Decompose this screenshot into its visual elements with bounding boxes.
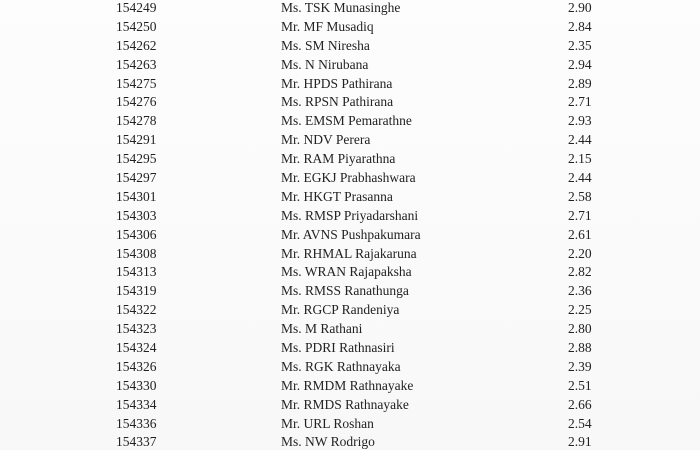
list-item <box>0 188 700 207</box>
list-item <box>0 56 700 75</box>
student-name: Mr. RAM Piyarathna <box>281 151 396 167</box>
student-id: 154324 <box>116 340 157 356</box>
student-id: 154306 <box>116 226 157 242</box>
list-item <box>0 377 700 396</box>
student-id: 154319 <box>116 283 157 299</box>
student-gpa: 2.94 <box>568 56 592 72</box>
list-item <box>0 131 700 150</box>
student-id: 154308 <box>116 245 157 261</box>
student-id: 154336 <box>116 415 157 431</box>
student-gpa: 2.91 <box>568 434 592 450</box>
student-gpa: 2.54 <box>568 415 592 431</box>
student-name: Mr. HPDS Pathirana <box>281 75 393 91</box>
student-name: Ms. NW Rodrigo <box>281 434 375 450</box>
list-item <box>0 207 700 226</box>
student-gpa: 2.82 <box>568 264 592 280</box>
student-name: Ms. RGK Rathnayaka <box>281 358 401 374</box>
student-gpa: 2.36 <box>568 283 592 299</box>
student-name: Mr. URL Roshan <box>281 415 374 431</box>
student-id: 154278 <box>116 113 157 129</box>
student-name: Mr. MF Musadiq <box>281 18 374 34</box>
student-id: 154323 <box>116 321 157 337</box>
student-id: 154337 <box>116 434 157 450</box>
student-name: Ms. EMSM Pemarathne <box>281 113 412 129</box>
list-item <box>0 169 700 188</box>
list-item <box>0 320 700 339</box>
student-gpa: 2.66 <box>568 396 592 412</box>
student-gpa: 2.61 <box>568 226 592 242</box>
student-name: Ms. PDRI Rathnasiri <box>281 340 395 356</box>
student-gpa: 2.90 <box>568 0 592 15</box>
student-gpa: 2.93 <box>568 113 592 129</box>
student-name: Mr. HKGT Prasanna <box>281 188 393 204</box>
student-id: 154326 <box>116 358 157 374</box>
list-item <box>0 0 700 18</box>
student-gpa: 2.71 <box>568 207 592 223</box>
student-name: Mr. NDV Perera <box>281 132 371 148</box>
list-item <box>0 301 700 320</box>
student-name: Ms. WRAN Rajapaksha <box>281 264 412 280</box>
student-gpa: 2.25 <box>568 302 592 318</box>
student-id: 154249 <box>116 0 157 15</box>
student-id: 154301 <box>116 188 157 204</box>
list-item <box>0 415 700 434</box>
list-item <box>0 433 700 450</box>
student-name: Mr. AVNS Pushpakumara <box>281 226 421 242</box>
student-gpa: 2.35 <box>568 37 592 53</box>
student-id: 154322 <box>116 302 157 318</box>
list-item <box>0 282 700 301</box>
student-name: Mr. RGCP Randeniya <box>281 302 400 318</box>
student-gpa: 2.20 <box>568 245 592 261</box>
student-id: 154330 <box>116 377 157 393</box>
student-id: 154250 <box>116 18 157 34</box>
student-name: Ms. M Rathani <box>281 321 363 337</box>
student-id: 154295 <box>116 151 157 167</box>
student-gpa: 2.71 <box>568 94 592 110</box>
list-item <box>0 112 700 131</box>
student-name: Mr. RHMAL Rajakaruna <box>281 245 417 261</box>
student-gpa: 2.51 <box>568 377 592 393</box>
student-name: Ms. SM Niresha <box>281 37 370 53</box>
list-item <box>0 37 700 56</box>
student-gpa: 2.44 <box>568 170 592 186</box>
student-id: 154291 <box>116 132 157 148</box>
student-id: 154303 <box>116 207 157 223</box>
student-gpa: 2.44 <box>568 132 592 148</box>
student-name: Mr. RMDS Rathnayake <box>281 396 409 412</box>
student-name: Ms. TSK Munasinghe <box>281 0 401 15</box>
student-id: 154275 <box>116 75 157 91</box>
student-id: 154334 <box>116 396 157 412</box>
list-item <box>0 339 700 358</box>
student-gpa: 2.88 <box>568 340 592 356</box>
student-name: Ms. N Nirubana <box>281 56 369 72</box>
student-name: Ms. RMSP Priyadarshani <box>281 207 419 223</box>
student-name: Mr. EGKJ Prabhashwara <box>281 170 416 186</box>
list-item <box>0 358 700 377</box>
student-id: 154276 <box>116 94 157 110</box>
list-item <box>0 245 700 264</box>
student-gpa: 2.80 <box>568 321 592 337</box>
student-gpa: 2.84 <box>568 18 592 34</box>
student-gpa: 2.15 <box>568 151 592 167</box>
student-gpa: 2.89 <box>568 75 592 91</box>
student-gpa: 2.39 <box>568 358 592 374</box>
student-id: 154263 <box>116 56 157 72</box>
student-id: 154262 <box>116 37 157 53</box>
student-name: Ms. RPSN Pathirana <box>281 94 394 110</box>
student-id: 154297 <box>116 170 157 186</box>
list-item <box>0 226 700 245</box>
student-gpa: 2.58 <box>568 188 592 204</box>
list-item <box>0 18 700 37</box>
student-name: Mr. RMDM Rathnayake <box>281 377 414 393</box>
list-item <box>0 75 700 94</box>
list-item <box>0 93 700 112</box>
student-id: 154313 <box>116 264 157 280</box>
list-item <box>0 150 700 169</box>
list-item <box>0 263 700 282</box>
list-item <box>0 396 700 415</box>
student-name: Ms. RMSS Ranathunga <box>281 283 409 299</box>
